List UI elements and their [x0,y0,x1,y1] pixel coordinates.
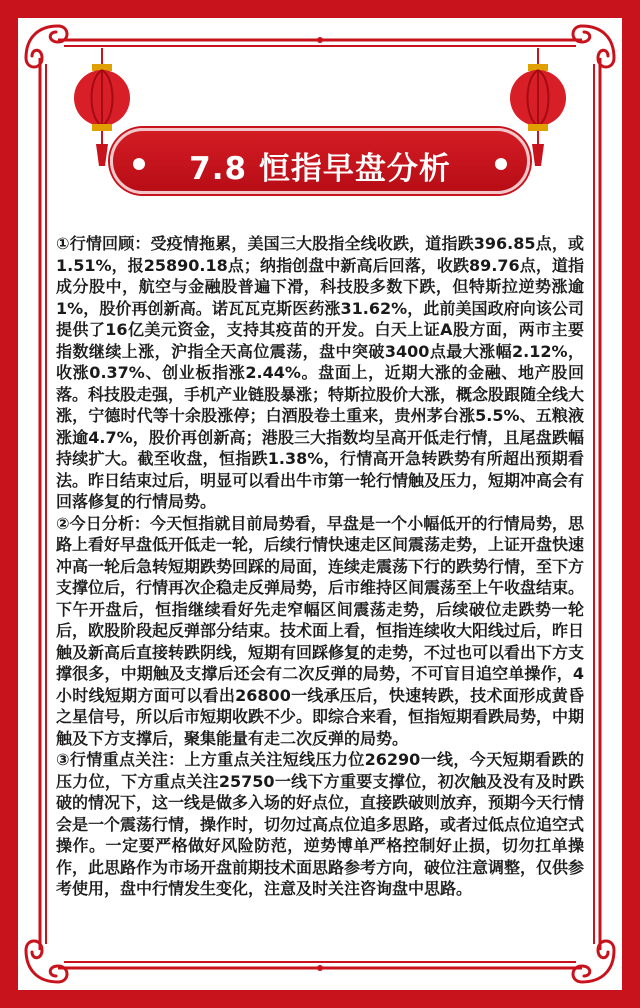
paragraph-market-review: ①行情回顾：受疫情拖累，美国三大股指全线收跌，道指跌396.85点，或1.51%，报25890.18点；纳指创盘中新高后回落，收跌89.76点，道指成分股中，航空与金融股普遍下滑，科技股多数下跌，但特斯拉逆势涨逾1%，股价再创新高。诺瓦瓦克斯医药涨31.62%，此前美国政府向该公司提供了16亿美元资金，支持其疫苗的开发。白天上证A股方面，两市主要指数继续上涨，沪指全天高位震荡，盘中突破3400点最大涨幅2.12%，收涨0.37%、创业板指涨2.44%。盘面上，近期大涨的金融、地产股回落。科技股走强，手机产业链股暴涨；特斯拉股价大涨，概念股跟随全线大涨，宁德时代等十余股涨停；白酒股卷土重来，贵州茅台涨5.5%、五粮液涨逾4.7%，股价再创新高；港股三大指数均呈高开低走行情，且尾盘跌幅持续扩大。截至收盘，恒指跌1.38%，行情高开急转跌势有所超出预期看法。昨日结束过后，明显可以看出牛市第一轮行情触及压力，短期冲高会有回落修复的行情局势。 [56,234,585,511]
paragraph-key-levels: ③行情重点关注：上方重点关注短线压力位26290一线，今天短期看跌的压力位，下方重点关注25750一线下方重要支撑位，初次触及没有及时跌破的情况下，这一线是做多入场的好点位，直接跌破则放弃，预期今天行情会是一个震荡行情，操作时，切勿过高点位追多思路，或者过低点位追空式操作。一定要严格做好风险防范，逆势博单严格控制好止损，切勿扛单操作，此思路作为市场开盘前期技术面思路参考方向，破位注意调整，仅供参考使用，盘中行情发生变化，注意及时关注咨询盘中思路。 [56,750,585,898]
banner-dot-right [495,158,507,170]
article-body [56,233,584,900]
content-card [18,18,622,990]
title-banner [110,128,530,194]
page-title: 7.8 恒指早盘分析 [189,151,451,187]
paragraph-today-analysis: ②今日分析：今天恒指就目前局势看，早盘是一个小幅低开的行情局势，思路上看好早盘低开低走一轮，后续行情快速走区间震荡走势，上证开盘快速冲高一轮后急转短期跌势回踩的局面，连续走震荡下行的跌势行情，至下方支撑位后，行情再次企稳走反弹局势，后市维持区间震荡至上午收盘结束。下午开盘后，恒指继续看好先走窄幅区间震荡走势，后续破位走跌势一轮后，欧股阶段起反弹部分结束。技术面上看，恒指连续收大阳线过后，昨日触及新高后直接转跌阴线，短期有回踩修复的走势，不过也可以看出下方支撑很多，中期触及支撑后还会有二次反弹的局势，不可盲目追空单操作，4小时线短期方面可以看出26800一线承压后，快速转跌，技术面形成黄昏之星信号，所以后市短期收跌不少。即综合来看，恒指短期看跌局势，中期触及下方支撑后，聚集能量有走二次反弹的局势。 [56,513,585,748]
